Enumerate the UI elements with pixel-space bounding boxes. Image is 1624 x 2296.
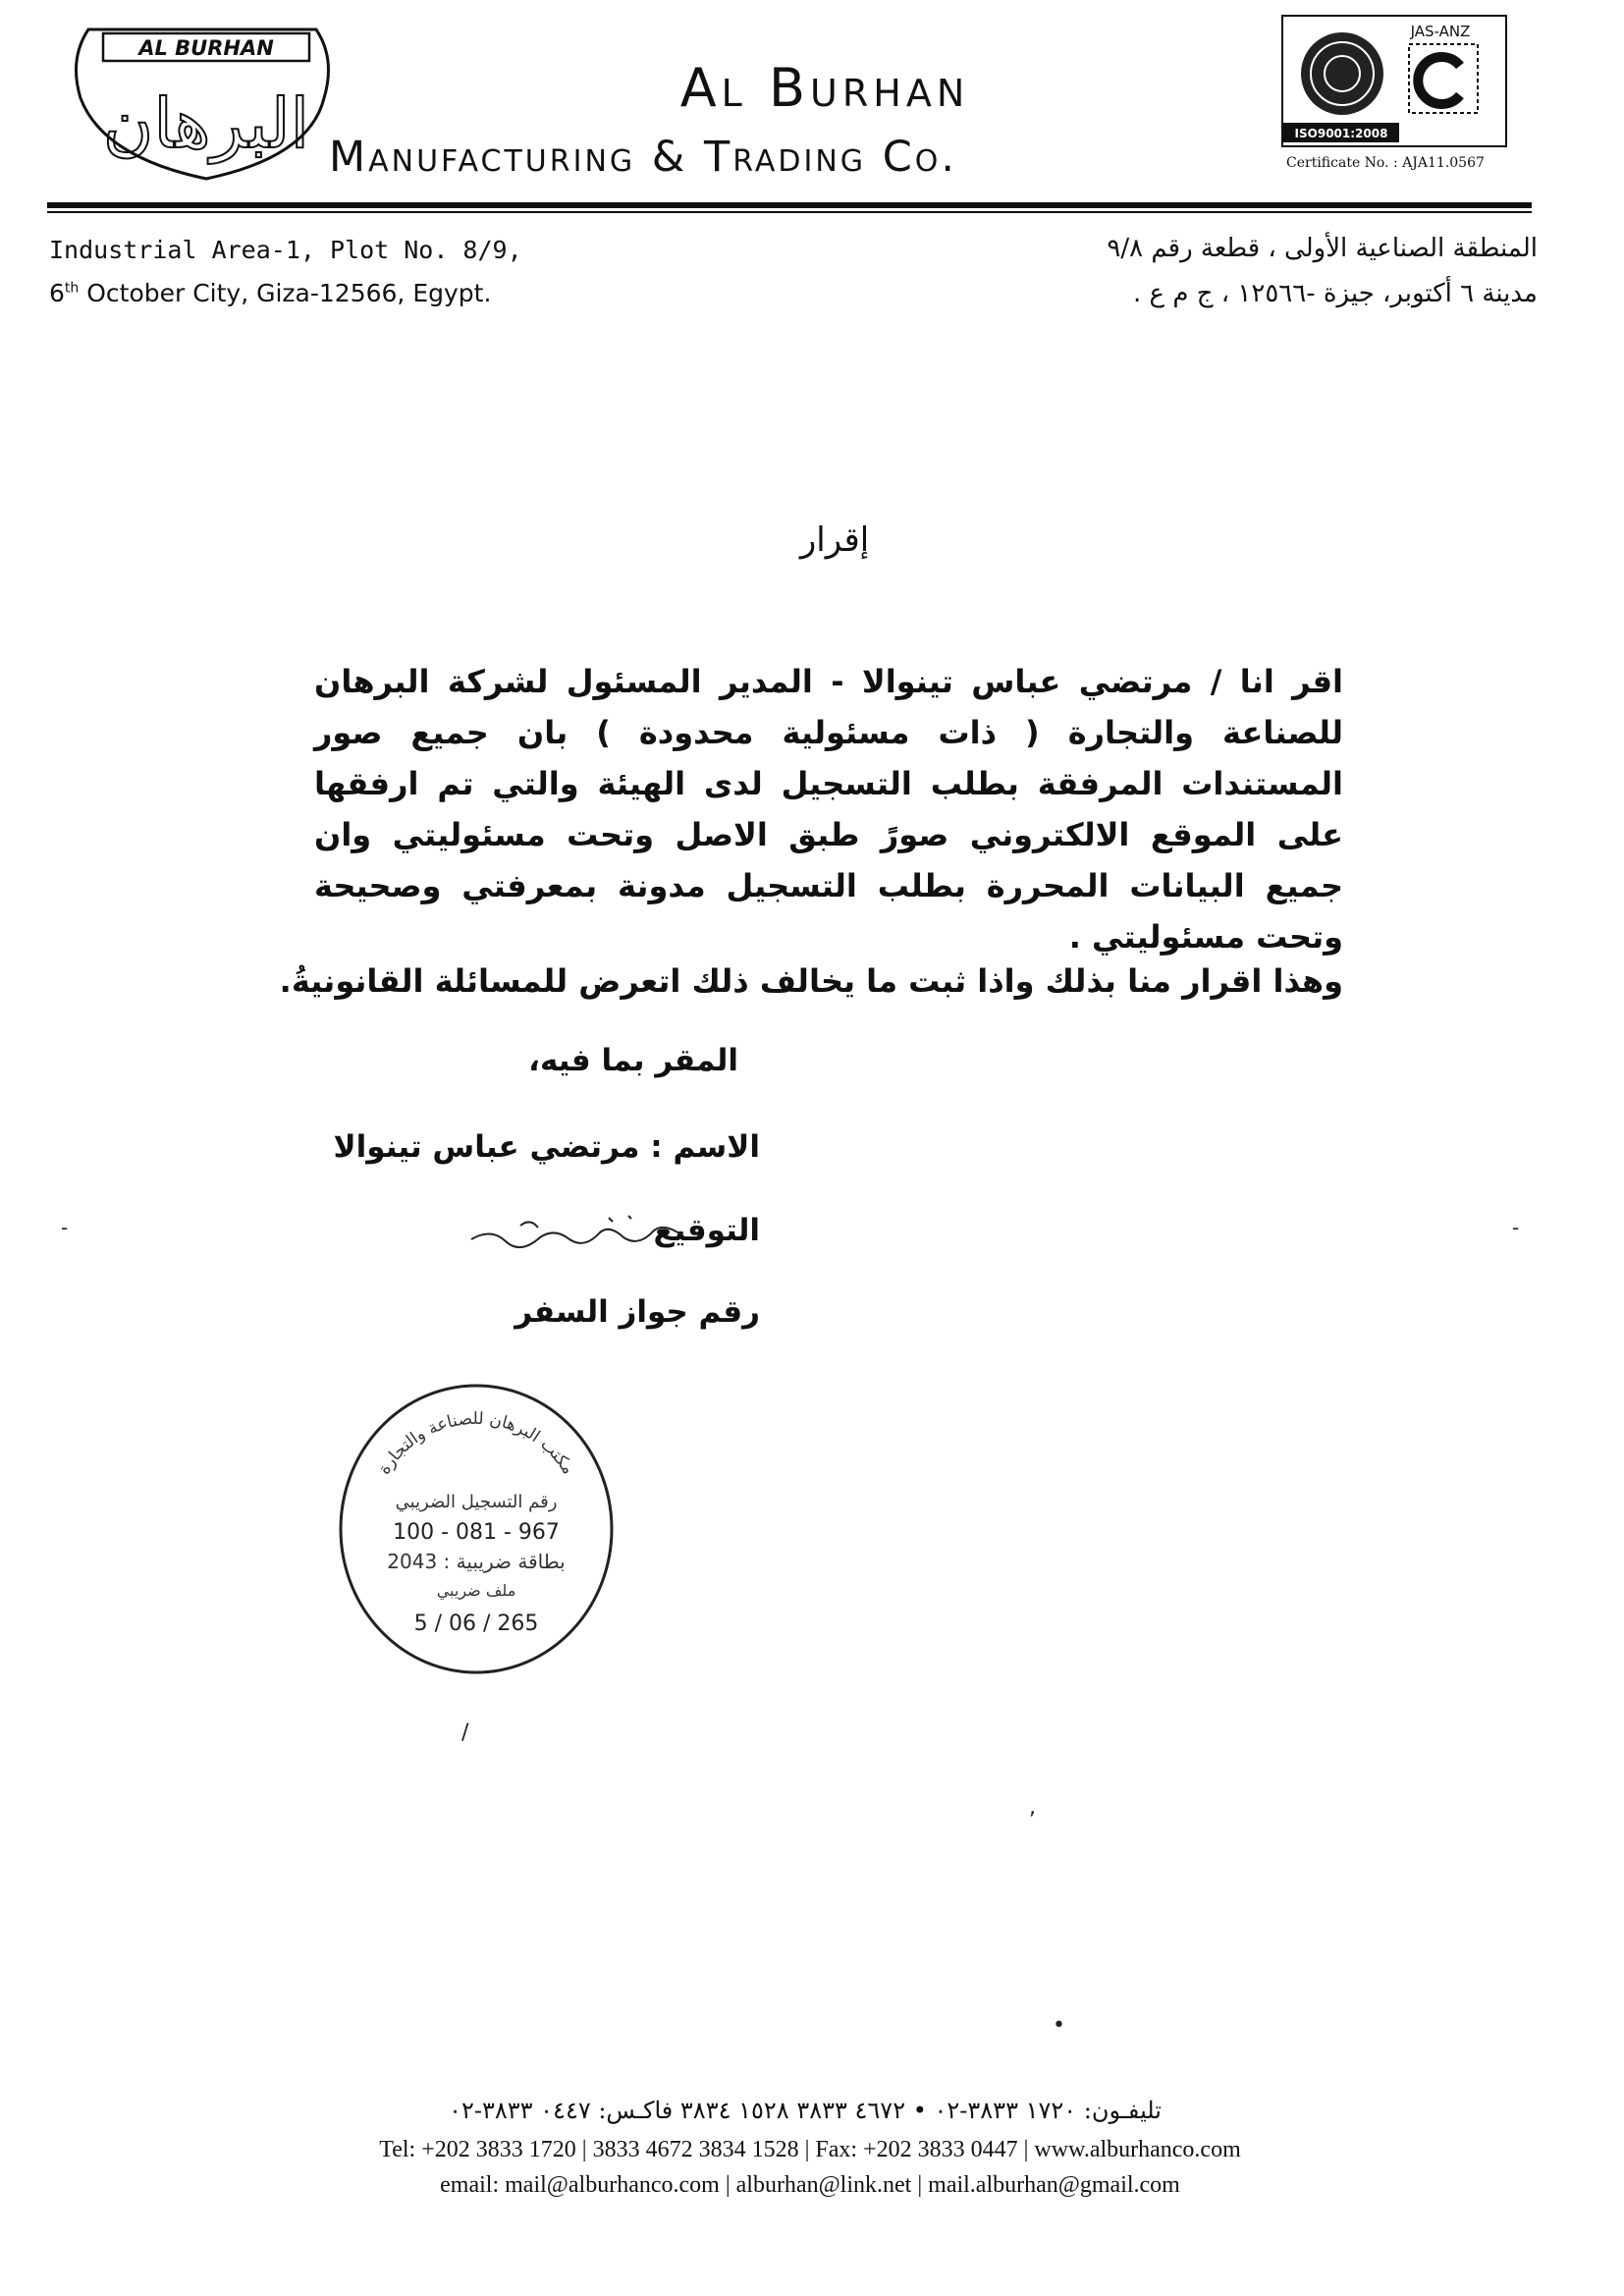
certificate-number: Certificate No. : AJA11.0567 — [1286, 155, 1485, 171]
company-name: Al Burhan — [679, 57, 970, 119]
document-title: إقرار — [799, 520, 870, 560]
margin-mark-left: - — [61, 1216, 69, 1239]
signature-label: التوقيع — [653, 1213, 760, 1248]
address-en-line2 — [49, 279, 491, 307]
stamp-file-label: ملف ضريبي — [436, 1581, 516, 1600]
address-ar-line2: مدينة ٦ أكتوبر، جيزة -١٢٥٦٦ ، ج م ع . — [1133, 279, 1538, 308]
margin-mark-right: - — [1512, 1216, 1520, 1239]
name-line: الاسم : مرتضي عباس تينوالا — [333, 1129, 760, 1165]
logo-text-ar: البرهان — [102, 83, 310, 164]
declarant-line: المقر بما فيه، — [528, 1043, 738, 1078]
stamp-file-number: 5 / 06 / 265 — [413, 1612, 539, 1636]
passport-number-line: رقم جواز السفر — [514, 1294, 760, 1330]
stamp-tax-card: بطاقة ضريبية : 2043 — [387, 1550, 566, 1573]
stray-mark: , — [1029, 1795, 1036, 1820]
address-en-suffix: th — [64, 280, 80, 297]
address-ar-line1: المنطقة الصناعية الأولى ، قطعة رقم ٩/٨ — [1107, 234, 1538, 263]
stamp-reg-number: 100 - 081 - 967 — [393, 1520, 560, 1545]
header-divider-thin — [47, 211, 1532, 213]
company-subtitle: Manufacturing & Trading Co. — [329, 133, 958, 182]
header-divider — [47, 202, 1532, 208]
declaration-paragraph: اقر انا / مرتضي عباس تينوالا - المدير المسئول لشركة البرهان للصناعة والتجارة ( ذات مسئولية محدودة ) بان جميع صور المستندات المرفقة بطلب التسجيل لدى الهيئة والتي تم ارفقها على الموقع الالكتروني صورً طبق الاصل وتحت مسئوليتي وان جميع البيانات المحررة بطلب التسجيل مدونة بمعرفتي وصحيحة وتحت مسئوليتي . — [314, 663, 1343, 956]
stamp-reg-label: رقم التسجيل الضريبي — [395, 1492, 558, 1512]
address-en-rest: October City, Giza-12566, Egypt. — [79, 279, 492, 307]
footer-email-line: email: mail@alburhanco.com | alburhan@link.net | mail.alburhan@gmail.com — [440, 2172, 1180, 2198]
footer-arabic-contacts: تليفـون: ١٧٢٠ ٣٨٣٣-٠٢ • ٤٦٧٢ ٣٨٣٣ ١٥٢٨ ٣٨٣٤ فاكـس: ٠٤٤٧ ٣٨٣٣-٠٢ — [449, 2097, 1162, 2124]
address-en-line1: Industrial Area-1, Plot No. 8/9, — [49, 236, 522, 264]
declaration-closing: وهذا اقرار منا بذلك واذا ثبت ما يخالف ذلك اتعرض للمسائلة القانونيةُ. — [279, 962, 1343, 1000]
logo-text-en: AL BURHAN — [138, 36, 274, 60]
handwritten-signature — [461, 1198, 697, 1267]
iso-label: ISO9001:2008 — [1294, 127, 1388, 140]
company-logo — [59, 20, 344, 187]
stray-mark: • — [1053, 2013, 1065, 2038]
footer-phone-line: Tel: +202 3833 1720 | 3833 4672 3834 1528 | Fax: +202 3833 0447 | www.alburhanco.com — [379, 2137, 1241, 2162]
company-stamp — [334, 1380, 619, 1679]
stray-mark: / — [461, 1721, 469, 1745]
jas-anz-label: JAS-ANZ — [1410, 23, 1471, 40]
stamp-ring-text: مكتب البرهان للصناعة والتجارة — [374, 1408, 578, 1479]
address-en-number: 6 — [49, 279, 65, 307]
certification-badge — [1281, 15, 1507, 147]
